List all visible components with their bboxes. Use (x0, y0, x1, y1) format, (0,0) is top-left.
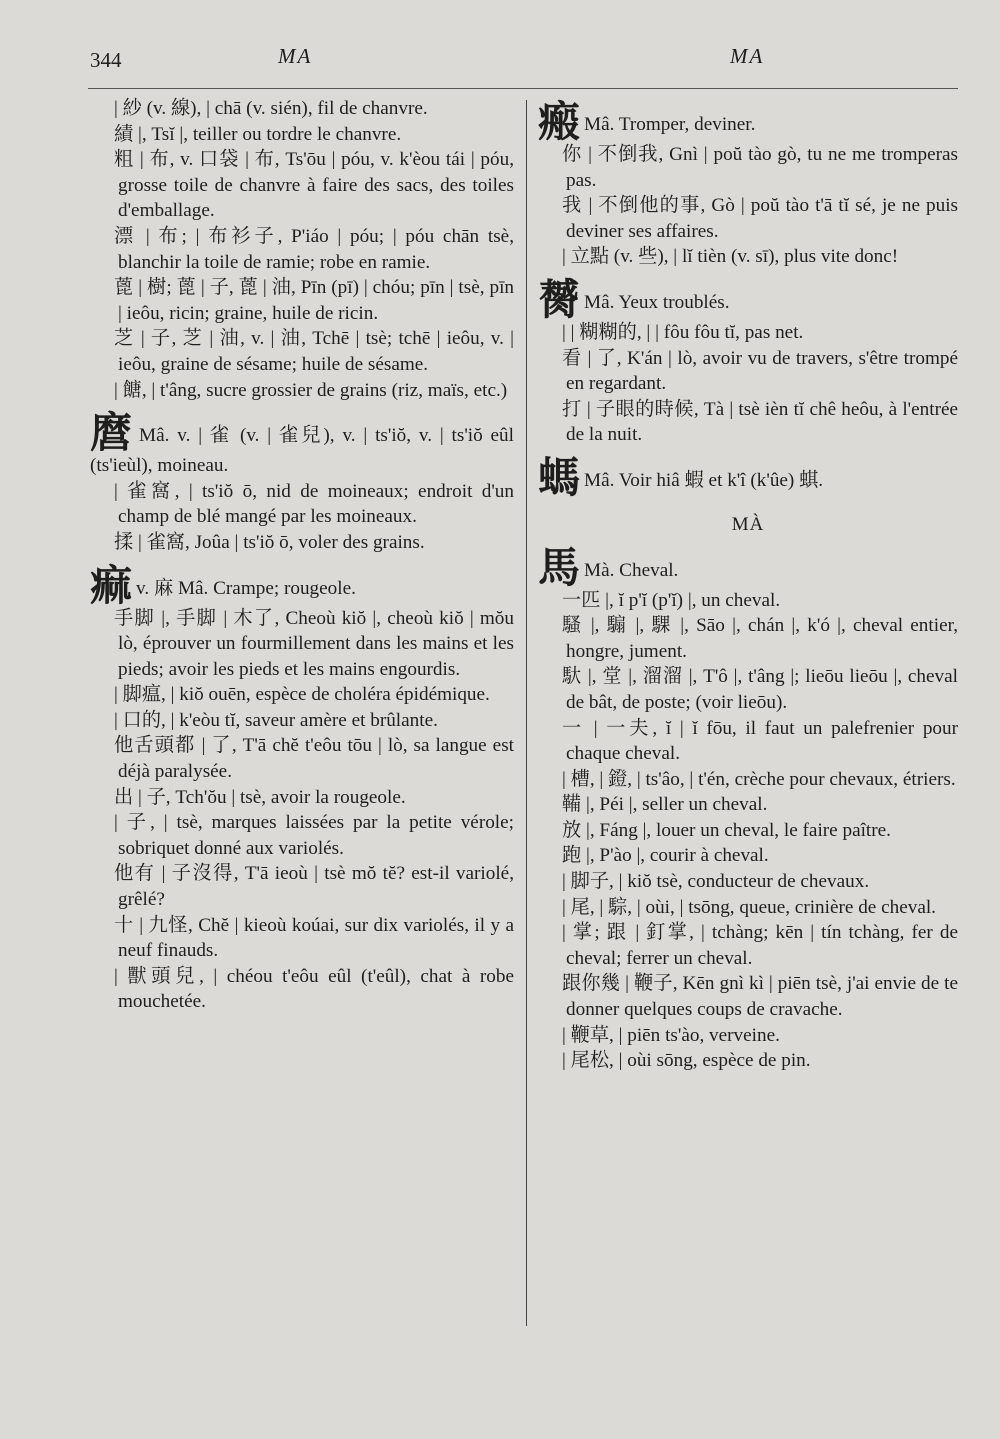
dictionary-entry: 揉 | 雀窩, Joûa | ts'iŏ ō, voler des grains. (114, 531, 425, 553)
dictionary-entry: 鞴 |, Péi |, seller un cheval. (562, 794, 768, 816)
headword-definition: Mâ. Yeux troublés. (584, 291, 730, 313)
column-divider (526, 100, 527, 1326)
dictionary-entry: 我 | 不倒他的事, Gò | poŭ tào t'ā tĭ sé, je ne puis deviner ses affaires. (562, 195, 958, 242)
dictionary-entry: 馱 |, 堂 |, 溜溜 |, T'ô |, t'âng |; lieōu lieōu |, cheval de bât, de poste; (voir lieōu). (562, 666, 958, 713)
section-heading: MÀ (731, 513, 765, 535)
dictionary-entry: | 鞭草, | piēn ts'ào, verveine. (562, 1024, 780, 1046)
dictionary-entry: | 立點 (v. 些), | lĭ tièn (v. sī), plus vite donc! (562, 246, 899, 268)
dictionary-entry: 看 | 了, K'án | lò, avoir vu de travers, s'être trompé en regardant. (562, 347, 958, 395)
dictionary-entry: 你 | 不倒我, Gnì | poŭ tào gò, tu ne me tromperas pas. (562, 144, 958, 191)
left-column (90, 96, 514, 1336)
dictionary-entry: | | 糊糊的, | | fôu fôu tĭ, pas net. (562, 321, 804, 343)
headword-definition: Mâ. Tromper, deviner. (584, 114, 756, 135)
header-rule (88, 88, 958, 89)
right-column (538, 96, 958, 1336)
dictionary-entry: 績 |, Tsĭ |, teiller ou tordre le chanvre. (114, 123, 402, 145)
dictionary-entry: | 獸頭兒, | chéou t'eôu eûl (t'eûl), chat à robe mouchetée. (114, 965, 514, 1013)
headword-entry (538, 274, 958, 324)
headword-definition: v. 麻 Mâ. Crampe; rougeole. (136, 577, 356, 599)
headword-entry (538, 97, 958, 146)
headword-character: 瘢 (538, 97, 581, 146)
dictionary-entry: | 餹, | t'âng, sucre grossier de grains (riz, maïs, etc.) (114, 379, 508, 401)
page-header (90, 40, 960, 80)
headword-entry (90, 408, 514, 479)
dictionary-entry: 漂 | 布; | 布衫子, P'iáo | póu; | póu chān tsè, blanchir la toile de ramie; robe en ramie. (114, 225, 514, 273)
headword-entry (90, 560, 514, 610)
dictionary-entry: 跟你幾 | 鞭子, Kēn gnì kì | piēn tsè, j'ai envie de te donner quelques coups de cravache. (562, 973, 958, 1021)
dictionary-entry: 他有 | 子沒得, T'ā ieoù | tsè mŏ tĕ? est-il variolé, grêlé? (114, 863, 514, 911)
dictionary-entry: | 脚瘟, | kiŏ ouēn, espèce de choléra épidémique. (114, 684, 490, 706)
headword-entry (538, 452, 958, 502)
dictionary-entry: 他舌頭都 | 了, T'ā chĕ t'eôu tōu | lò, sa langue est déjà paralysée. (114, 735, 514, 783)
dictionary-entry: | 雀窩, | ts'iŏ ō, nid de moineaux; endroit d'un champ de blé mangé par les moineaux. (114, 480, 514, 528)
headword-entry (538, 542, 958, 592)
headword-definition: Mâ. v. | 雀 (v. | 雀兒), v. | ts'iŏ, v. | ts'iŏ eûl (ts'ieùl), moineau. (90, 425, 514, 477)
dictionary-entry: 手脚 |, 手脚 | 木了, Cheoù kiŏ |, cheoù kiŏ | mŏu lò, éprouver un fourmillement dans les mains et les pieds; avoir les pieds et les mains engourdis. (114, 607, 514, 680)
dictionary-entry: | 尾松, | oùi sōng, espèce de pin. (562, 1050, 811, 1072)
left-running-head: MA (278, 44, 313, 68)
dictionary-entry: 騷 |, 騸 |, 騍 |, Sāo |, chán |, k'ó |, cheval entier, hongre, jument. (562, 615, 958, 662)
dictionary-entry: | 子, | tsè, marques laissées par la petite vérole; sobriquet donné aux variolés. (114, 812, 514, 859)
dictionary-entry: 一 | 一夫, ĭ | ĭ fōu, il faut un palefrenier pour chaque cheval. (562, 717, 958, 765)
dictionary-entry: 打 | 子眼的時候, Tà | tsè ièn tĭ chê heôu, à l'entrée de la nuit. (562, 398, 958, 446)
headword-character: 馬 (538, 542, 581, 592)
headword-character: 麿 (90, 408, 136, 458)
headword-definition: Mà. Cheval. (584, 559, 679, 581)
dictionary-entry: 十 | 九怪, Chĕ | kieoù koúai, sur dix variolés, il y a neuf finauds. (114, 914, 514, 962)
headword-definition: Mâ. Voir hiâ 蝦 et k'î (k'ûe) 蜞. (584, 469, 824, 491)
dictionary-entry: | 掌; 跟 | 釘掌, | tchàng; kēn | tín tchàng, fer de cheval; ferrer un cheval. (562, 922, 958, 969)
right-running-head: MA (730, 44, 765, 68)
dictionary-entry: 放 |, Fáng |, louer un cheval, le faire paître. (562, 819, 891, 841)
dictionary-entry: | 脚子, | kiŏ tsè, conducteur de chevaux. (562, 871, 870, 893)
dictionary-entry: | 槽, | 鐙, | ts'âo, | t'én, crèche pour chevaux, étriers. (562, 768, 956, 790)
page-number: 344 (90, 48, 122, 72)
headword-character: 膥 (538, 274, 581, 324)
dictionary-entry: | 紗 (v. 線), | chā (v. sién), fil de chanvre. (114, 98, 428, 119)
dictionary-entry: | 口的, | k'eòu tĭ, saveur amère et brûlante. (114, 709, 438, 731)
dictionary-entry: 跑 |, P'ào |, courir à cheval. (562, 845, 769, 867)
dictionary-entry: 出 | 子, Tch'ŏu | tsè, avoir la rougeole. (114, 786, 406, 808)
dictionary-entry: 芝 | 子, 芝 | 油, v. | 油, Tchē | tsè; tchē | ieôu, v. | ieôu, graine de sésame; huile de sésame. (114, 328, 514, 375)
dictionary-entry: 一匹 |, ĭ p'ĭ (p'ĭ) |, un cheval. (562, 589, 781, 611)
dictionary-entry: 蓖 | 樹; 蓖 | 子, 蓖 | 油, Pīn (pī) | chóu; pīn | tsè, pīn | ieôu, ricin; graine, huile de ricin. (114, 277, 514, 324)
headword-character: 螞 (538, 452, 581, 502)
headword-character: 痲 (90, 560, 133, 610)
dictionary-entry: 粗 | 布, v. 口袋 | 布, Ts'ōu | póu, v. k'èou tái | póu, grosse toile de chanvre à faire des sacs, des toiles d'emballage. (114, 149, 514, 222)
dictionary-entry: | 尾, | 騌, | oùi, | tsōng, queue, crinière de cheval. (562, 896, 936, 918)
